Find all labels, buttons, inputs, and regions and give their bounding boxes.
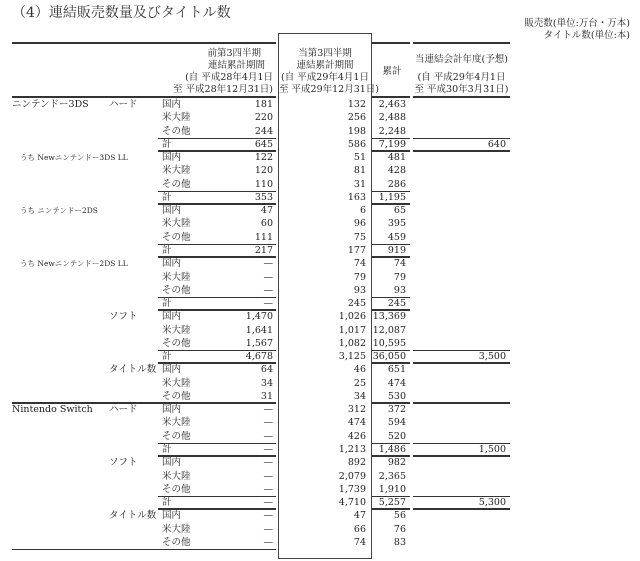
prev-period-value: 353 bbox=[254, 191, 273, 203]
header-line: 前第3四半期 bbox=[207, 48, 261, 59]
unit-line: タイトル数(単位:本) bbox=[543, 30, 630, 41]
divider bbox=[158, 350, 276, 351]
prev-period-value: 645 bbox=[254, 138, 273, 150]
divider bbox=[372, 496, 410, 497]
cumulative-value: 12,087 bbox=[372, 324, 406, 336]
divider bbox=[158, 297, 276, 298]
divider bbox=[372, 244, 410, 245]
cumulative-value: 83 bbox=[393, 536, 406, 548]
cumulative-value: 594 bbox=[387, 417, 406, 429]
header-line: (自 平成29年4月1日 bbox=[281, 72, 369, 83]
prev-period-value: — bbox=[263, 483, 273, 495]
divider bbox=[158, 496, 276, 497]
region-label: 国内 bbox=[162, 205, 182, 217]
header-line: 至 平成28年12月31日) bbox=[173, 84, 273, 95]
region-label: その他 bbox=[162, 125, 191, 137]
category-label: ハード bbox=[109, 99, 138, 110]
current-period-value: 25 bbox=[353, 377, 366, 389]
current-period-value: 2,079 bbox=[338, 470, 366, 482]
current-period-value: 1,017 bbox=[338, 324, 366, 336]
prev-period-value: 1,567 bbox=[245, 337, 273, 349]
current-period-value: 198 bbox=[347, 125, 366, 137]
forecast-value: 3,500 bbox=[478, 351, 506, 363]
region-label: その他 bbox=[162, 178, 191, 190]
prev-period-value: 4,678 bbox=[245, 351, 273, 363]
cumulative-value: 1,195 bbox=[378, 191, 406, 203]
header-prev-period bbox=[160, 48, 273, 96]
prev-period-value: 220 bbox=[254, 112, 273, 124]
region-label: 米大陸 bbox=[162, 165, 191, 177]
divider bbox=[413, 496, 510, 497]
region-label: 国内 bbox=[162, 510, 182, 522]
cumulative-value: 79 bbox=[393, 271, 406, 283]
region-label: 国内 bbox=[162, 258, 182, 270]
current-period-value: 79 bbox=[353, 271, 366, 283]
region-label: 米大陸 bbox=[162, 417, 191, 429]
current-period-value: 75 bbox=[353, 231, 366, 243]
prev-period-value: — bbox=[263, 523, 273, 535]
header-line: 至 平成30年3月31日) bbox=[414, 84, 509, 95]
region-label: 国内 bbox=[162, 311, 182, 323]
region-label: その他 bbox=[162, 536, 191, 548]
prev-period-value: 120 bbox=[254, 165, 273, 177]
header-forecast bbox=[413, 54, 510, 96]
divider bbox=[413, 443, 510, 444]
prev-period-value: 244 bbox=[254, 125, 273, 137]
cumulative-value: 36,050 bbox=[372, 351, 406, 363]
region-label: 計 bbox=[162, 138, 172, 150]
divider bbox=[158, 443, 276, 444]
header-line: 至 平成29年12月31日) bbox=[279, 84, 379, 95]
divider bbox=[413, 362, 510, 364]
region-label: その他 bbox=[162, 390, 191, 402]
prev-period-value: — bbox=[263, 536, 273, 548]
region-label: 国内 bbox=[162, 364, 182, 376]
cumulative-value: 2,365 bbox=[378, 470, 406, 482]
divider bbox=[413, 138, 510, 139]
cumulative-value: 520 bbox=[387, 430, 406, 442]
current-period-value: 3,125 bbox=[338, 351, 366, 363]
divider bbox=[413, 42, 510, 44]
region-label: 米大陸 bbox=[162, 377, 191, 389]
unit-line: 販売数(単位:万台・万本) bbox=[524, 18, 630, 29]
cumulative-value: 7,199 bbox=[378, 138, 406, 150]
region-label: その他 bbox=[162, 231, 191, 243]
prev-period-value: 34 bbox=[260, 377, 273, 389]
product-name: Nintendo Switch bbox=[12, 404, 93, 416]
prev-period-value: 47 bbox=[260, 205, 273, 217]
divider bbox=[158, 191, 276, 192]
current-period-value: 6 bbox=[359, 205, 366, 217]
cumulative-value: 5,257 bbox=[378, 497, 406, 509]
cumulative-value: 65 bbox=[393, 205, 406, 217]
header-current-period bbox=[279, 48, 379, 96]
current-period-value: 892 bbox=[347, 457, 366, 469]
prev-period-value: — bbox=[263, 271, 273, 283]
current-period-value: 74 bbox=[353, 258, 366, 270]
category-label: ハード bbox=[109, 404, 138, 416]
cumulative-value: 286 bbox=[387, 178, 406, 190]
prev-period-value: — bbox=[263, 497, 273, 509]
cumulative-value: 919 bbox=[387, 244, 406, 256]
current-period-value: 586 bbox=[347, 138, 366, 150]
region-label: 計 bbox=[162, 444, 172, 456]
prev-period-value: — bbox=[263, 417, 273, 429]
unit-note bbox=[524, 18, 630, 42]
prev-period-value: 31 bbox=[260, 390, 273, 402]
current-period-value: 474 bbox=[347, 417, 366, 429]
category-label: タイトル数 bbox=[109, 364, 157, 376]
prev-period-value: — bbox=[263, 298, 273, 310]
cumulative-value: 474 bbox=[387, 377, 406, 389]
region-label: 計 bbox=[162, 351, 172, 363]
cumulative-value: 428 bbox=[387, 165, 406, 177]
divider bbox=[372, 350, 410, 351]
current-period-value: 1,026 bbox=[338, 311, 366, 323]
product-name: ニンテンドー3DS bbox=[12, 99, 89, 110]
category-label: ソフト bbox=[109, 457, 138, 469]
region-label: その他 bbox=[162, 337, 191, 349]
prev-period-value: — bbox=[263, 258, 273, 270]
divider bbox=[372, 42, 410, 44]
region-label: 米大陸 bbox=[162, 218, 191, 230]
divider bbox=[158, 244, 276, 245]
cumulative-value: 245 bbox=[387, 298, 406, 310]
cumulative-value: 459 bbox=[387, 231, 406, 243]
header-line: 連結累計期間 bbox=[296, 60, 354, 71]
product-name: うち Newニンテンドー3DS LL bbox=[20, 153, 128, 163]
current-period-value: 96 bbox=[353, 218, 366, 230]
divider bbox=[158, 138, 276, 139]
current-period-value: 46 bbox=[353, 364, 366, 376]
cumulative-value: 10,595 bbox=[372, 337, 406, 349]
prev-period-value: 1,641 bbox=[245, 324, 273, 336]
prev-period-value: 111 bbox=[254, 231, 273, 243]
product-name: うち ニンテンドー2DS bbox=[20, 206, 98, 216]
current-period-value: 1,082 bbox=[338, 337, 366, 349]
current-period-value: 132 bbox=[347, 99, 366, 110]
prev-period-value: — bbox=[263, 284, 273, 296]
divider bbox=[413, 508, 510, 510]
cumulative-value: 481 bbox=[387, 152, 406, 164]
cumulative-value: 651 bbox=[387, 364, 406, 376]
prev-period-value: 122 bbox=[254, 152, 273, 164]
region-label: 米大陸 bbox=[162, 271, 191, 283]
current-period-value: 1,213 bbox=[338, 444, 366, 456]
prev-period-value: — bbox=[263, 470, 273, 482]
forecast-value: 640 bbox=[487, 138, 506, 150]
cumulative-value: 2,488 bbox=[378, 112, 406, 124]
prev-period-value: 110 bbox=[254, 178, 273, 190]
forecast-value: 5,300 bbox=[478, 497, 506, 509]
divider bbox=[413, 350, 510, 351]
current-period-value: 312 bbox=[347, 404, 366, 416]
current-period-value: 1,739 bbox=[338, 483, 366, 495]
divider bbox=[372, 443, 410, 444]
region-label: 米大陸 bbox=[162, 470, 191, 482]
region-label: 計 bbox=[162, 191, 172, 203]
cumulative-value: 2,248 bbox=[378, 125, 406, 137]
cumulative-value: 2,463 bbox=[378, 99, 406, 110]
current-period-value: 426 bbox=[347, 430, 366, 442]
product-name: うち Newニンテンドー2DS LL bbox=[20, 259, 128, 269]
region-label: 国内 bbox=[162, 99, 182, 110]
current-period-value: 51 bbox=[353, 152, 366, 164]
divider bbox=[372, 138, 410, 139]
cumulative-value: 1,910 bbox=[378, 483, 406, 495]
prev-period-value: — bbox=[263, 457, 273, 469]
divider bbox=[413, 402, 510, 404]
cumulative-value: 93 bbox=[393, 284, 406, 296]
cumulative-value: 982 bbox=[387, 457, 406, 469]
prev-period-value: 60 bbox=[260, 218, 273, 230]
divider bbox=[413, 150, 510, 152]
prev-period-value: 64 bbox=[260, 364, 273, 376]
divider bbox=[12, 549, 276, 550]
current-period-value: 245 bbox=[347, 298, 366, 310]
prev-period-value: 217 bbox=[254, 244, 273, 256]
divider bbox=[413, 455, 510, 457]
cumulative-value: 56 bbox=[393, 510, 406, 522]
cumulative-value: 1,486 bbox=[378, 444, 406, 456]
category-label: ソフト bbox=[109, 311, 138, 323]
prev-period-value: — bbox=[263, 430, 273, 442]
region-label: 米大陸 bbox=[162, 324, 191, 336]
region-label: 国内 bbox=[162, 457, 182, 469]
header-cumulative: 累計 bbox=[382, 66, 402, 77]
forecast-value: 1,500 bbox=[478, 444, 506, 456]
current-period-value: 256 bbox=[347, 112, 366, 124]
header-line: 当第3四半期 bbox=[298, 48, 352, 59]
section-title: （4）連結販売数量及びタイトル数 bbox=[12, 5, 231, 21]
current-period-value: 163 bbox=[347, 191, 366, 203]
current-period-value: 74 bbox=[353, 536, 366, 548]
divider bbox=[372, 191, 410, 192]
current-period-value: 4,710 bbox=[338, 497, 366, 509]
region-label: 米大陸 bbox=[162, 112, 191, 124]
region-label: 計 bbox=[162, 298, 172, 310]
region-label: その他 bbox=[162, 284, 191, 296]
region-label: 米大陸 bbox=[162, 523, 191, 535]
current-period-value: 34 bbox=[353, 390, 366, 402]
region-label: 計 bbox=[162, 244, 172, 256]
cumulative-value: 530 bbox=[387, 390, 406, 402]
prev-period-value: — bbox=[263, 404, 273, 416]
current-period-value: 66 bbox=[353, 523, 366, 535]
prev-period-value: 181 bbox=[254, 99, 273, 110]
divider bbox=[413, 96, 510, 98]
category-label: タイトル数 bbox=[109, 510, 157, 522]
current-period-value: 93 bbox=[353, 284, 366, 296]
region-label: その他 bbox=[162, 483, 191, 495]
cumulative-value: 395 bbox=[387, 218, 406, 230]
region-label: 国内 bbox=[162, 404, 182, 416]
current-period-value: 81 bbox=[353, 165, 366, 177]
current-period-value: 177 bbox=[347, 244, 366, 256]
cumulative-value: 76 bbox=[393, 523, 406, 535]
cumulative-value: 372 bbox=[387, 404, 406, 416]
region-label: 計 bbox=[162, 497, 172, 509]
header-line: 連結累計期間 bbox=[207, 60, 265, 71]
prev-period-value: — bbox=[263, 444, 273, 456]
divider bbox=[12, 42, 276, 44]
divider bbox=[372, 297, 410, 298]
current-period-value: 47 bbox=[353, 510, 366, 522]
header-line: (自 平成28年4月1日 bbox=[185, 72, 273, 83]
prev-period-value: — bbox=[263, 510, 273, 522]
current-period-value: 31 bbox=[353, 178, 366, 190]
region-label: その他 bbox=[162, 430, 191, 442]
cumulative-value: 13,369 bbox=[372, 311, 406, 323]
cumulative-value: 74 bbox=[393, 258, 406, 270]
header-line: 当連結会計年度(予想) bbox=[415, 54, 508, 65]
region-label: 国内 bbox=[162, 152, 182, 164]
header-line: (自 平成29年4月1日 bbox=[417, 72, 506, 83]
prev-period-value: 1,470 bbox=[245, 311, 273, 323]
